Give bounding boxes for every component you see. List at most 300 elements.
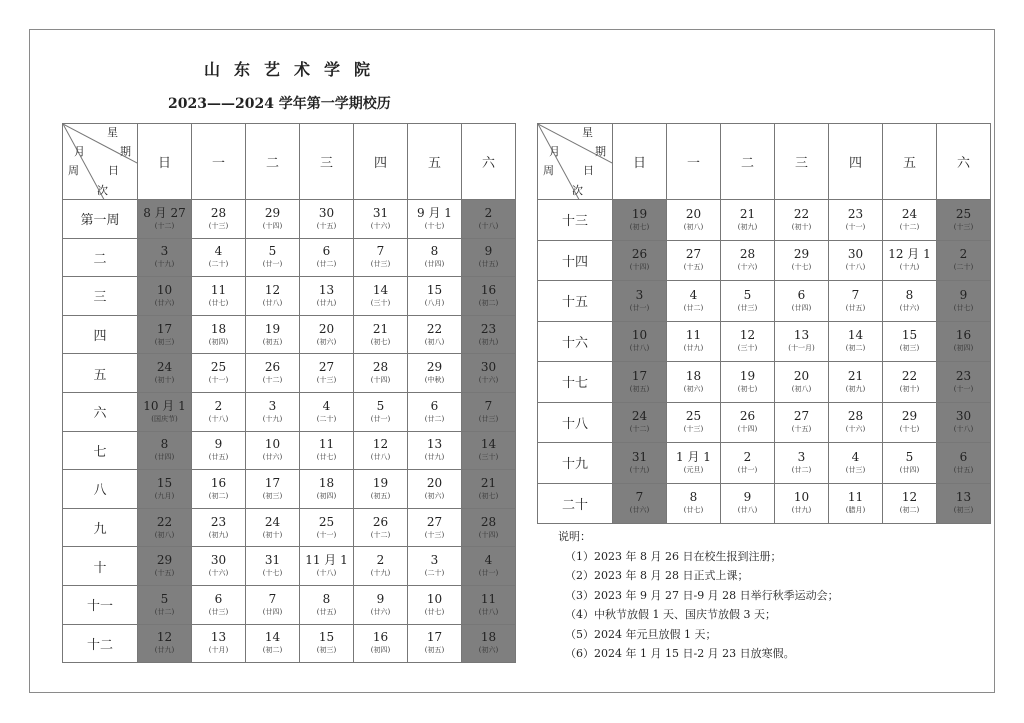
date-number: 23 — [480, 321, 497, 336]
lunar-date: (廿四) — [899, 465, 920, 474]
week-row — [538, 240, 991, 281]
day-cell — [462, 200, 516, 239]
week-row — [63, 238, 516, 277]
date-number: 9 — [214, 437, 223, 452]
lunar-date: (十五) — [791, 425, 812, 434]
lunar-date: (十五) — [154, 569, 175, 578]
date-number: 19 — [264, 321, 281, 336]
week-row — [538, 362, 991, 403]
day-cell — [408, 585, 462, 624]
date-number: 10 — [426, 591, 443, 606]
date-number: 13 — [426, 437, 443, 452]
date-number: 4 — [322, 398, 331, 413]
day-cell — [408, 624, 462, 663]
day-cell — [192, 508, 246, 547]
lunar-date: (十七) — [791, 263, 812, 272]
date-number: 30 — [847, 247, 864, 262]
date-number: 4 — [851, 449, 860, 464]
lunar-date: (二十) — [953, 263, 974, 272]
date-number: 11 — [847, 490, 864, 505]
corner-label-ri: 日 — [108, 164, 119, 177]
week-label: 十六 — [538, 321, 613, 362]
day-cell — [462, 585, 516, 624]
week-label: 十八 — [538, 402, 613, 443]
week-label: 九 — [63, 508, 138, 547]
day-header: 二 — [721, 124, 775, 200]
date-number: 9 — [743, 490, 752, 505]
day-cell — [192, 315, 246, 354]
lunar-date: (初三) — [316, 646, 337, 655]
date-number: 20 — [426, 475, 443, 490]
lunar-date: (初二) — [899, 506, 920, 515]
lunar-date: (十一) — [845, 222, 866, 231]
lunar-date: (十二) — [262, 376, 283, 385]
date-number: 11 — [480, 591, 497, 606]
date-number: 8 — [905, 287, 914, 302]
lunar-date: (初二) — [845, 344, 866, 353]
lunar-date: (十二) — [370, 530, 391, 539]
day-cell — [246, 431, 300, 470]
date-number: 12 — [901, 490, 918, 505]
date-number: 25 — [210, 360, 227, 375]
date-number: 21 — [480, 475, 497, 490]
week-row — [538, 402, 991, 443]
day-cell — [937, 240, 991, 281]
lunar-date: (廿四) — [154, 453, 175, 462]
lunar-date: (十七) — [262, 569, 283, 578]
date-number: 31 — [264, 553, 281, 568]
corner-label-qi: 期 — [595, 145, 606, 158]
day-header: 一 — [192, 124, 246, 200]
date-number: 22 — [426, 321, 443, 336]
lunar-date: (廿三) — [478, 414, 499, 423]
day-cell — [192, 200, 246, 239]
lunar-date: (初四) — [316, 491, 337, 500]
date-number: 11 月 1 — [305, 553, 348, 568]
lunar-date: (廿七) — [424, 607, 445, 616]
day-header: 六 — [462, 124, 516, 200]
day-cell — [192, 470, 246, 509]
date-number: 7 — [376, 244, 385, 259]
lunar-date: (廿三) — [208, 607, 229, 616]
day-cell — [246, 624, 300, 663]
day-cell — [883, 483, 937, 524]
date-number: 25 — [685, 409, 702, 424]
date-number: 5 — [905, 449, 914, 464]
lunar-date: (廿三) — [370, 260, 391, 269]
day-cell — [138, 238, 192, 277]
date-number: 19 — [372, 475, 389, 490]
day-cell — [937, 362, 991, 403]
week-row — [63, 624, 516, 663]
day-cell — [300, 354, 354, 393]
week-label: 四 — [63, 315, 138, 354]
day-cell — [721, 200, 775, 241]
week-row — [63, 392, 516, 431]
date-number: 22 — [793, 206, 810, 221]
date-number: 12 — [739, 328, 756, 343]
day-cell — [462, 392, 516, 431]
day-cell — [883, 443, 937, 484]
date-number: 5 — [743, 287, 752, 302]
calendar-table-left — [62, 123, 516, 663]
lunar-date: (初九) — [737, 222, 758, 231]
day-cell — [462, 470, 516, 509]
date-number: 18 — [480, 630, 497, 645]
lunar-date: (十六) — [370, 221, 391, 230]
corner-label-yue: 月 — [549, 145, 560, 158]
day-cell — [192, 392, 246, 431]
date-number: 6 — [797, 287, 806, 302]
date-number: 28 — [210, 205, 227, 220]
week-label: 六 — [63, 392, 138, 431]
day-cell — [883, 281, 937, 322]
lunar-date: (廿九) — [791, 506, 812, 515]
day-cell — [354, 238, 408, 277]
date-number: 2 — [376, 553, 385, 568]
day-cell — [883, 402, 937, 443]
day-cell — [354, 547, 408, 586]
date-number: 28 — [480, 514, 497, 529]
lunar-date: (廿九) — [154, 646, 175, 655]
lunar-date: (廿一) — [478, 569, 499, 578]
day-cell — [408, 547, 462, 586]
header-corner-cell — [538, 124, 613, 200]
date-number: 6 — [322, 244, 331, 259]
lunar-date: (初十) — [154, 376, 175, 385]
date-number: 24 — [156, 360, 173, 375]
week-row — [63, 585, 516, 624]
date-number: 11 — [210, 282, 227, 297]
day-cell — [829, 240, 883, 281]
lunar-date: (廿二) — [154, 607, 175, 616]
date-number: 28 — [847, 409, 864, 424]
day-cell — [775, 362, 829, 403]
week-label: 二 — [63, 238, 138, 277]
lunar-date: (十八) — [845, 263, 866, 272]
day-cell — [138, 315, 192, 354]
day-cell — [883, 240, 937, 281]
day-cell — [246, 354, 300, 393]
day-cell — [138, 200, 192, 239]
lunar-date: (十六) — [737, 263, 758, 272]
date-number: 10 — [156, 282, 173, 297]
date-number: 27 — [318, 360, 335, 375]
date-number: 9 — [484, 244, 493, 259]
date-number: 30 — [955, 409, 972, 424]
date-number: 12 月 1 — [888, 247, 931, 262]
lunar-date: (初五) — [424, 646, 445, 655]
date-number: 21 — [372, 321, 389, 336]
week-label: 十七 — [538, 362, 613, 403]
date-number: 21 — [847, 368, 864, 383]
day-cell — [246, 508, 300, 547]
date-number: 9 — [959, 287, 968, 302]
day-cell — [829, 362, 883, 403]
date-number: 28 — [372, 360, 389, 375]
lunar-date: (十月) — [208, 646, 229, 655]
day-cell — [246, 277, 300, 316]
lunar-date: (初六) — [424, 491, 445, 500]
day-cell — [937, 281, 991, 322]
lunar-date: (十四) — [478, 530, 499, 539]
day-cell — [246, 200, 300, 239]
date-number: 22 — [901, 368, 918, 383]
day-cell — [354, 585, 408, 624]
week-row — [63, 315, 516, 354]
week-label: 十五 — [538, 281, 613, 322]
day-cell — [408, 508, 462, 547]
lunar-date: (廿七) — [953, 303, 974, 312]
date-number: 16 — [372, 630, 389, 645]
lunar-date: (十五) — [316, 221, 337, 230]
lunar-date: (十四) — [370, 376, 391, 385]
lunar-date: (十一) — [316, 530, 337, 539]
lunar-date: (初七) — [629, 222, 650, 231]
day-header: 四 — [829, 124, 883, 200]
day-cell — [138, 585, 192, 624]
lunar-date: (初十) — [899, 384, 920, 393]
date-number: 17 — [264, 475, 281, 490]
day-cell — [408, 315, 462, 354]
note-item: （2）2023 年 8 月 28 日正式上课； — [565, 569, 749, 582]
lunar-date: (廿四) — [262, 607, 283, 616]
lunar-date: (廿一) — [370, 414, 391, 423]
date-number: 10 — [264, 437, 281, 452]
day-cell — [667, 200, 721, 241]
day-cell — [138, 624, 192, 663]
date-number: 27 — [685, 247, 702, 262]
date-number: 22 — [156, 514, 173, 529]
day-cell — [613, 200, 667, 241]
date-number: 26 — [372, 514, 389, 529]
lunar-date: (二十) — [316, 414, 337, 423]
day-cell — [462, 508, 516, 547]
lunar-date: (初九) — [208, 530, 229, 539]
date-number: 29 — [793, 247, 810, 262]
week-label: 五 — [63, 354, 138, 393]
header-corner-cell — [63, 124, 138, 200]
day-header: 日 — [138, 124, 192, 200]
day-cell — [667, 321, 721, 362]
week-row — [538, 200, 991, 241]
lunar-date: (十七) — [424, 221, 445, 230]
day-cell — [721, 240, 775, 281]
lunar-date: (廿六) — [629, 506, 650, 515]
lunar-date: (十九) — [899, 263, 920, 272]
day-cell — [408, 470, 462, 509]
day-cell — [138, 277, 192, 316]
day-cell — [462, 354, 516, 393]
lunar-date: (廿四) — [791, 303, 812, 312]
date-number: 3 — [635, 287, 644, 302]
day-cell — [354, 277, 408, 316]
date-number: 6 — [430, 398, 439, 413]
day-cell — [300, 547, 354, 586]
week-label: 七 — [63, 431, 138, 470]
date-number: 12 — [372, 437, 389, 452]
note-item: （5）2024 年元旦放假 1 天； — [565, 627, 717, 641]
day-cell — [667, 402, 721, 443]
lunar-date: (廿七) — [316, 453, 337, 462]
day-cell — [354, 508, 408, 547]
day-cell — [138, 547, 192, 586]
day-cell — [408, 354, 462, 393]
date-number: 29 — [901, 409, 918, 424]
day-cell — [775, 483, 829, 524]
day-cell — [613, 321, 667, 362]
date-number: 12 — [264, 282, 281, 297]
date-number: 14 — [847, 328, 864, 343]
lunar-date: (初五) — [370, 491, 391, 500]
date-number: 11 — [685, 328, 702, 343]
lunar-date: (廿五) — [208, 453, 229, 462]
corner-label-ci: 次 — [97, 184, 108, 197]
lunar-date: (初四) — [370, 646, 391, 655]
date-number: 27 — [426, 514, 443, 529]
lunar-date: (廿八) — [370, 453, 391, 462]
day-cell — [246, 585, 300, 624]
date-number: 8 月 27 — [143, 205, 186, 220]
day-cell — [246, 238, 300, 277]
lunar-date: (廿六) — [154, 298, 175, 307]
lunar-date: (三十) — [737, 344, 758, 353]
lunar-date: (初六) — [683, 384, 704, 393]
date-number: 30 — [210, 553, 227, 568]
day-cell — [613, 402, 667, 443]
week-label: 十三 — [538, 200, 613, 241]
day-cell — [408, 392, 462, 431]
date-number: 5 — [160, 591, 169, 606]
date-number: 8 — [430, 244, 439, 259]
lunar-date: (初七) — [370, 337, 391, 346]
day-cell — [937, 321, 991, 362]
note-item: （1）2023 年 8 月 26 日在校生报到注册； — [565, 549, 782, 563]
lunar-date: (初七) — [478, 491, 499, 500]
day-cell — [613, 443, 667, 484]
day-cell — [721, 443, 775, 484]
lunar-date: (初十) — [262, 530, 283, 539]
date-number: 7 — [851, 287, 860, 302]
day-cell — [462, 624, 516, 663]
date-number: 15 — [901, 328, 918, 343]
corner-label-qi: 期 — [120, 145, 131, 158]
school-name: 山东艺术学院 — [204, 60, 385, 79]
day-cell — [613, 483, 667, 524]
day-header: 四 — [354, 124, 408, 200]
date-number: 17 — [426, 630, 443, 645]
day-cell — [775, 321, 829, 362]
day-cell — [300, 470, 354, 509]
lunar-date: (十四) — [629, 263, 650, 272]
lunar-date: (初五) — [629, 384, 650, 393]
lunar-date: (廿八) — [737, 506, 758, 515]
day-cell — [937, 443, 991, 484]
lunar-date: (廿八) — [478, 607, 499, 616]
day-cell — [462, 238, 516, 277]
lunar-date: (二十) — [424, 569, 445, 578]
date-number: 2 — [959, 247, 968, 262]
date-number: 3 — [268, 398, 277, 413]
week-row — [63, 508, 516, 547]
date-number: 16 — [955, 328, 972, 343]
day-cell — [300, 238, 354, 277]
lunar-date: (初二) — [208, 491, 229, 500]
lunar-date: (廿六) — [899, 303, 920, 312]
date-number: 4 — [484, 553, 493, 568]
date-number: 29 — [156, 553, 173, 568]
week-label: 十九 — [538, 443, 613, 484]
lunar-date: (初六) — [316, 337, 337, 346]
week-label: 十 — [63, 547, 138, 586]
lunar-date: (初九) — [478, 337, 499, 346]
lunar-date: (十二) — [154, 221, 175, 230]
day-cell — [354, 392, 408, 431]
day-cell — [667, 240, 721, 281]
lunar-date: (初四) — [953, 344, 974, 353]
lunar-date: (初二) — [262, 646, 283, 655]
date-number: 13 — [318, 282, 335, 297]
lunar-date: (廿七) — [683, 506, 704, 515]
lunar-date: (十一) — [208, 376, 229, 385]
week-row — [63, 431, 516, 470]
date-number: 12 — [156, 630, 173, 645]
lunar-date: (十三) — [316, 376, 337, 385]
week-row — [538, 281, 991, 322]
date-number: 7 — [268, 591, 277, 606]
day-cell — [138, 508, 192, 547]
day-cell — [192, 277, 246, 316]
day-cell — [721, 281, 775, 322]
note-item: （3）2023 年 9 月 27 日-9 月 28 日举行秋季运动会； — [565, 588, 839, 602]
date-number: 31 — [372, 205, 389, 220]
lunar-date: (十四) — [262, 221, 283, 230]
lunar-date: (廿五) — [845, 303, 866, 312]
day-cell — [192, 354, 246, 393]
date-number: 30 — [480, 360, 497, 375]
day-cell — [462, 277, 516, 316]
day-cell — [721, 321, 775, 362]
day-cell — [300, 431, 354, 470]
week-row — [63, 277, 516, 316]
lunar-date: (十九) — [629, 465, 650, 474]
lunar-date: (廿六) — [370, 607, 391, 616]
lunar-date: (三十) — [370, 298, 391, 307]
lunar-date: (初七) — [737, 384, 758, 393]
date-number: 10 — [631, 328, 648, 343]
date-number: 19 — [631, 206, 648, 221]
date-number: 23 — [210, 514, 227, 529]
lunar-date: (廿二) — [791, 465, 812, 474]
date-number: 13 — [955, 490, 972, 505]
day-cell — [937, 483, 991, 524]
date-number: 2 — [484, 205, 493, 220]
day-cell — [829, 321, 883, 362]
day-cell — [883, 362, 937, 403]
day-cell — [408, 277, 462, 316]
day-header: 一 — [667, 124, 721, 200]
date-number: 17 — [631, 368, 648, 383]
day-cell — [883, 200, 937, 241]
day-cell — [300, 200, 354, 239]
lunar-date: (十四) — [737, 425, 758, 434]
date-number: 8 — [689, 490, 698, 505]
lunar-date: (十五) — [683, 263, 704, 272]
week-row — [63, 200, 516, 239]
day-cell — [354, 315, 408, 354]
date-number: 30 — [318, 205, 335, 220]
date-number: 20 — [685, 206, 702, 221]
